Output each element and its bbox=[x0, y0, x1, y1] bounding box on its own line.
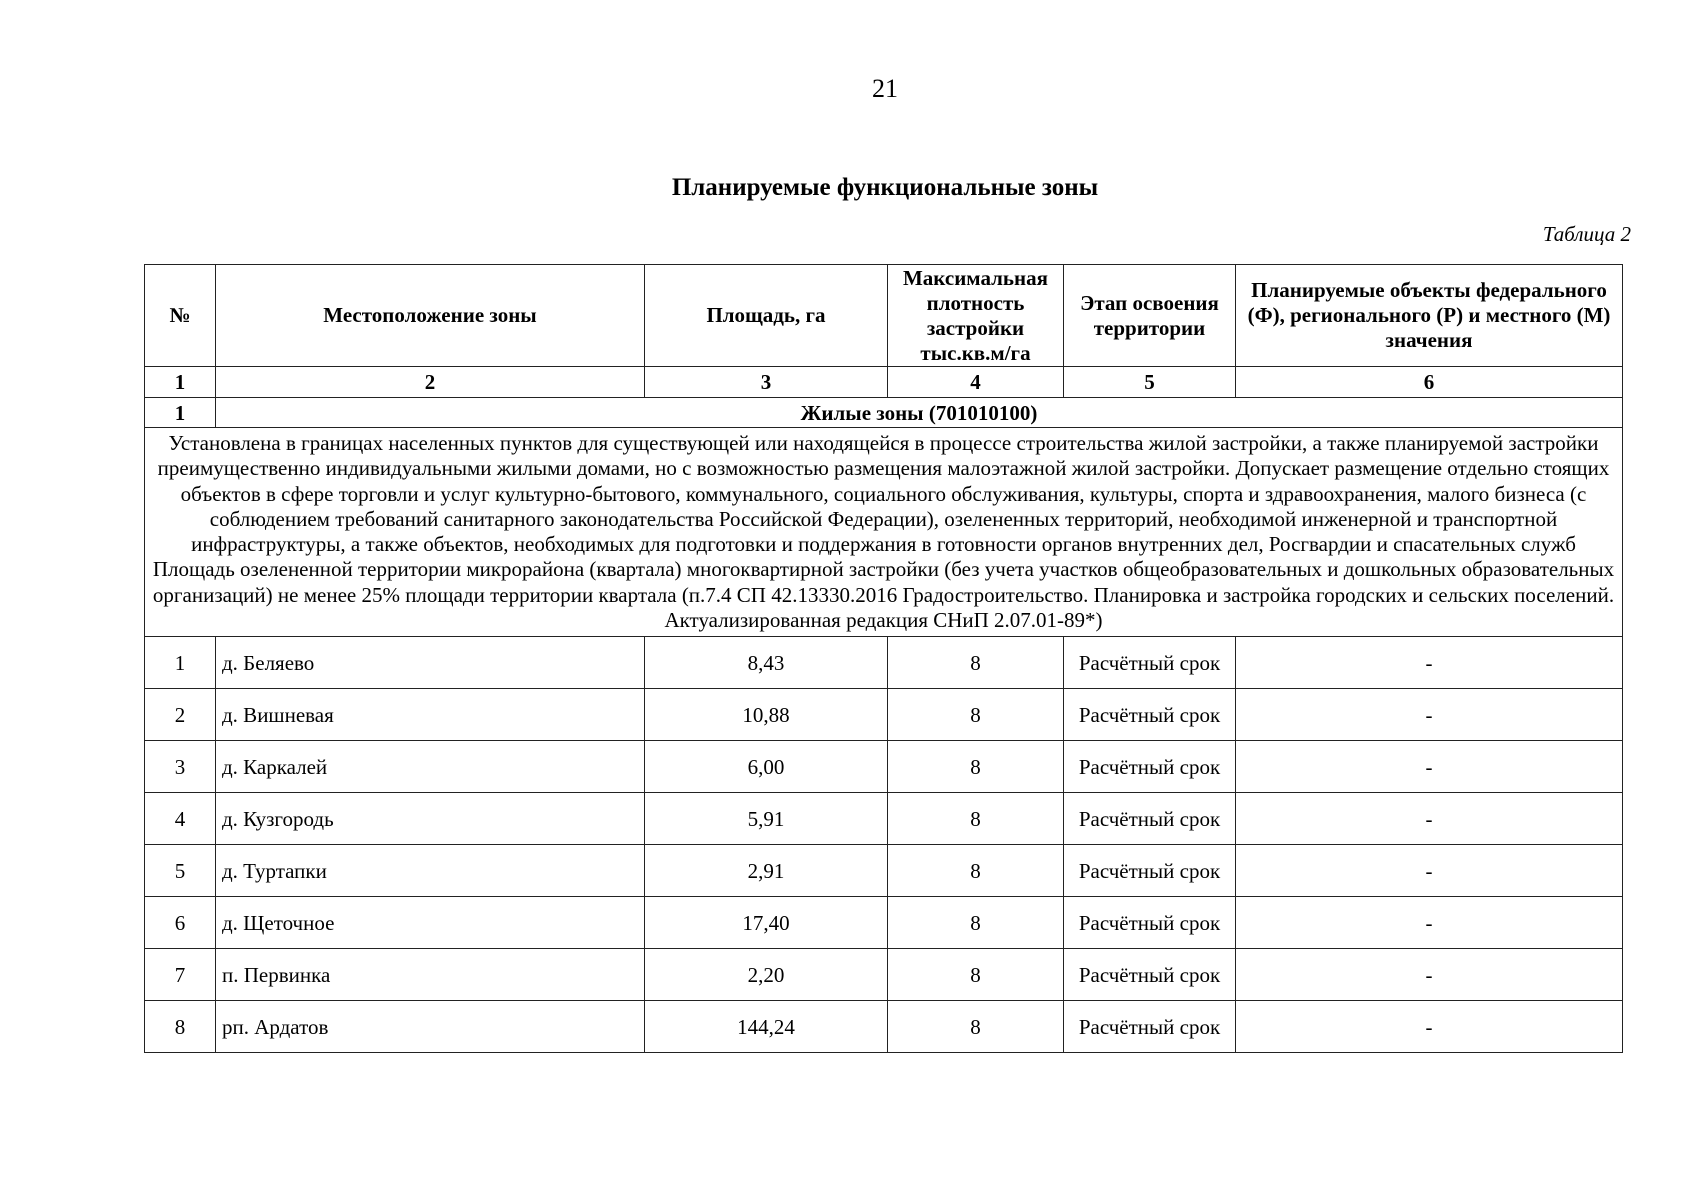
row-area: 5,91 bbox=[645, 793, 888, 845]
header-objects: Планируемые объекты федерального (Ф), регионального (Р) и местного (М) значения bbox=[1236, 265, 1623, 367]
row-stage: Расчётный срок bbox=[1064, 897, 1236, 949]
row-number: 4 bbox=[145, 793, 216, 845]
row-density: 8 bbox=[888, 689, 1064, 741]
table-row bbox=[145, 1001, 1623, 1053]
row-objects: - bbox=[1236, 689, 1623, 741]
row-location: д. Беляево bbox=[216, 637, 645, 689]
row-area: 8,43 bbox=[645, 637, 888, 689]
row-area: 17,40 bbox=[645, 897, 888, 949]
document-title: Планируемые функциональные зоны bbox=[671, 174, 1099, 201]
table-row bbox=[145, 793, 1623, 845]
column-numbers-row bbox=[145, 367, 1623, 398]
row-density: 8 bbox=[888, 741, 1064, 793]
column-number: 1 bbox=[145, 367, 216, 398]
row-objects: - bbox=[1236, 793, 1623, 845]
row-stage: Расчётный срок bbox=[1064, 949, 1236, 1001]
section-description: Установлена в границах населенных пунктов для существующей или находящейся в процессе строительства жилой застройки, а также планируемой застройки преимущественно индивидуальными жилыми домами, но с возможностью размещения малоэтажной жилой застройки. Допускает размещение отдельно стоящих объектов в сфере торговли и услуг культурно-бытового, коммунального, социального обслуживания, культуры, спорта и здравоохранения, малого бизнеса (с соблюдением требований санитарного законодательства Российской Федерации), озелененных территорий, необходимой инженерной и транспортной инфраструктуры, а также объектов, необходимых для подготовки и поддержания в готовности органов внутренних дел, Росгвардии и спасательных служб bbox=[157, 431, 1610, 557]
header-density: Максимальная плотность застройки тыс.кв.м/га bbox=[888, 265, 1064, 367]
header-area: Площадь, га bbox=[645, 265, 888, 367]
table-header-row bbox=[145, 265, 1623, 367]
row-area: 2,91 bbox=[645, 845, 888, 897]
row-objects: - bbox=[1236, 1001, 1623, 1053]
zones-table bbox=[144, 264, 1623, 1053]
table-caption: Таблица 2 bbox=[1542, 222, 1631, 246]
column-number: 6 bbox=[1236, 367, 1623, 398]
table-row bbox=[145, 637, 1623, 689]
table-row bbox=[145, 897, 1623, 949]
row-density: 8 bbox=[888, 949, 1064, 1001]
row-number: 8 bbox=[145, 1001, 216, 1053]
column-number: 2 bbox=[216, 367, 645, 398]
row-number: 1 bbox=[145, 637, 216, 689]
table-row bbox=[145, 949, 1623, 1001]
header-stage: Этап освоения территории bbox=[1064, 265, 1236, 367]
table-row bbox=[145, 845, 1623, 897]
row-location: д. Туртапки bbox=[216, 845, 645, 897]
section-row bbox=[145, 398, 1623, 428]
row-density: 8 bbox=[888, 637, 1064, 689]
row-stage: Расчётный срок bbox=[1064, 1001, 1236, 1053]
row-density: 8 bbox=[888, 793, 1064, 845]
section-description-row bbox=[145, 428, 1623, 637]
row-number: 2 bbox=[145, 689, 216, 741]
row-location: д. Вишневая bbox=[216, 689, 645, 741]
row-number: 6 bbox=[145, 897, 216, 949]
row-stage: Расчётный срок bbox=[1064, 689, 1236, 741]
row-area: 144,24 bbox=[645, 1001, 888, 1053]
row-area: 2,20 bbox=[645, 949, 888, 1001]
row-stage: Расчётный срок bbox=[1064, 793, 1236, 845]
row-location: д. Кузгородь bbox=[216, 793, 645, 845]
table-row bbox=[145, 689, 1623, 741]
row-density: 8 bbox=[888, 1001, 1064, 1053]
row-area: 10,88 bbox=[645, 689, 888, 741]
row-objects: - bbox=[1236, 949, 1623, 1001]
header-number: № bbox=[145, 265, 216, 367]
column-number: 3 bbox=[645, 367, 888, 398]
row-location: д. Щеточное bbox=[216, 897, 645, 949]
header-location: Местоположение зоны bbox=[216, 265, 645, 367]
row-stage: Расчётный срок bbox=[1064, 741, 1236, 793]
row-location: д. Каркалей bbox=[216, 741, 645, 793]
section-description-note: Площадь озелененной территории микрорайона (квартала) многоквартирной застройки (без учета участков общеобразовательных и дошкольных образовательных организаций) не менее 25% площади территории квартала (п.7.4 СП 42.13330.2016 Градостроительство. Планировка и застройка городских и сельских поселений. Актуализированная редакция СНиП 2.07.01-89*) bbox=[152, 557, 1615, 633]
table-row bbox=[145, 741, 1623, 793]
row-number: 5 bbox=[145, 845, 216, 897]
section-title: Жилые зоны (701010100) bbox=[216, 398, 1623, 428]
row-objects: - bbox=[1236, 897, 1623, 949]
row-objects: - bbox=[1236, 741, 1623, 793]
row-number: 7 bbox=[145, 949, 216, 1001]
row-location: рп. Ардатов bbox=[216, 1001, 645, 1053]
section-number: 1 bbox=[145, 398, 216, 428]
row-location: п. Первинка bbox=[216, 949, 645, 1001]
row-stage: Расчётный срок bbox=[1064, 637, 1236, 689]
column-number: 4 bbox=[888, 367, 1064, 398]
row-area: 6,00 bbox=[645, 741, 888, 793]
section-description-cell bbox=[145, 428, 1623, 637]
row-density: 8 bbox=[888, 897, 1064, 949]
column-number: 5 bbox=[1064, 367, 1236, 398]
row-objects: - bbox=[1236, 637, 1623, 689]
page-number: 21 bbox=[872, 74, 898, 103]
row-number: 3 bbox=[145, 741, 216, 793]
row-objects: - bbox=[1236, 845, 1623, 897]
row-stage: Расчётный срок bbox=[1064, 845, 1236, 897]
row-density: 8 bbox=[888, 845, 1064, 897]
